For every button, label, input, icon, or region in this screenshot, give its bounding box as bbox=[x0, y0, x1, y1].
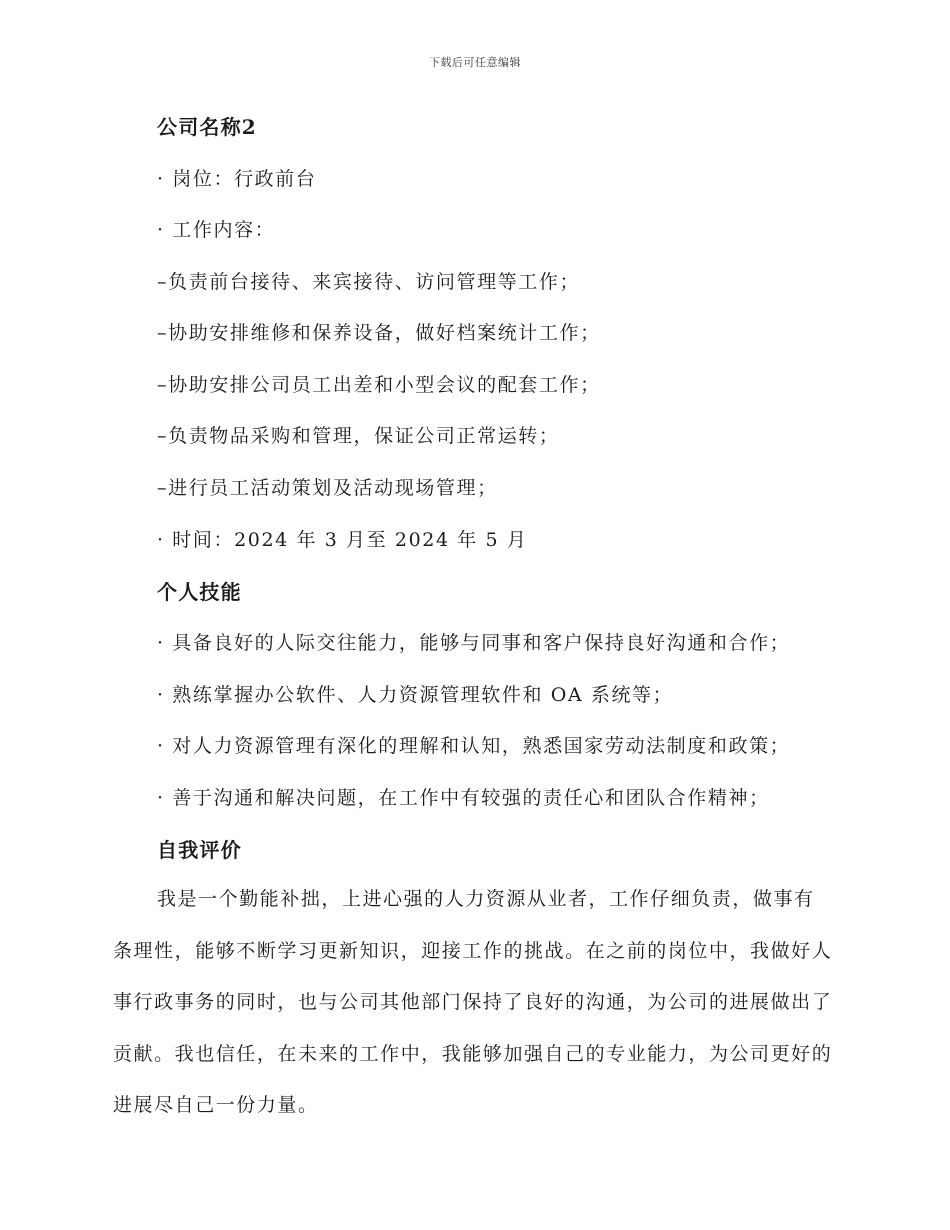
self-eval-heading: 自我评价 bbox=[157, 838, 242, 862]
time-line: · 时间：2024 年 3 月至 2024 年 5 月 bbox=[157, 529, 528, 551]
work-content-label: · 工作内容： bbox=[157, 219, 276, 241]
header-note: 下载后可任意编辑 bbox=[429, 56, 521, 69]
duty-item: –负责前台接待、来宾接待、访问管理等工作； bbox=[157, 271, 581, 293]
duty-item: –协助安排维修和保养设备，做好档案统计工作； bbox=[157, 322, 601, 344]
skill-item: · 具备良好的人际交往能力，能够与同事和客户保持良好沟通和合作； bbox=[157, 632, 791, 654]
skill-item: · 善于沟通和解决问题，在工作中有较强的责任心和团队合作精神； bbox=[157, 787, 770, 809]
skills-heading: 个人技能 bbox=[157, 580, 242, 604]
duty-item: –进行员工活动策划及活动现场管理； bbox=[157, 477, 498, 499]
position-line: · 岗位：行政前台 bbox=[157, 168, 317, 190]
company-name: 公司名称2 bbox=[157, 115, 257, 139]
skill-item: · 对人力资源管理有深化的理解和认知，熟悉国家劳动法制度和政策； bbox=[157, 735, 791, 757]
duty-item: –协助安排公司员工出差和小型会议的配套工作； bbox=[157, 374, 601, 396]
duty-item: –负责物品采购和管理，保证公司正常运转； bbox=[157, 425, 560, 447]
skill-item: · 熟练掌握办公软件、人力资源管理软件和 OA 系统等； bbox=[157, 684, 674, 706]
self-eval-text: 我是一个勤能补拙，上进心强的人力资源从业者，工作仔细负责，做事有条理性，能够不断学习更新知识，迎接工作的挑战。在之前的岗位中，我做好人事行政事务的同时，也与公司其他部门保持了良好的沟通，为公司的进展做出了贡献。我也信任，在未来的工作中，我能够加强自己的专业能力，为公司更好的进展尽自己一份力量。 bbox=[113, 888, 833, 1116]
